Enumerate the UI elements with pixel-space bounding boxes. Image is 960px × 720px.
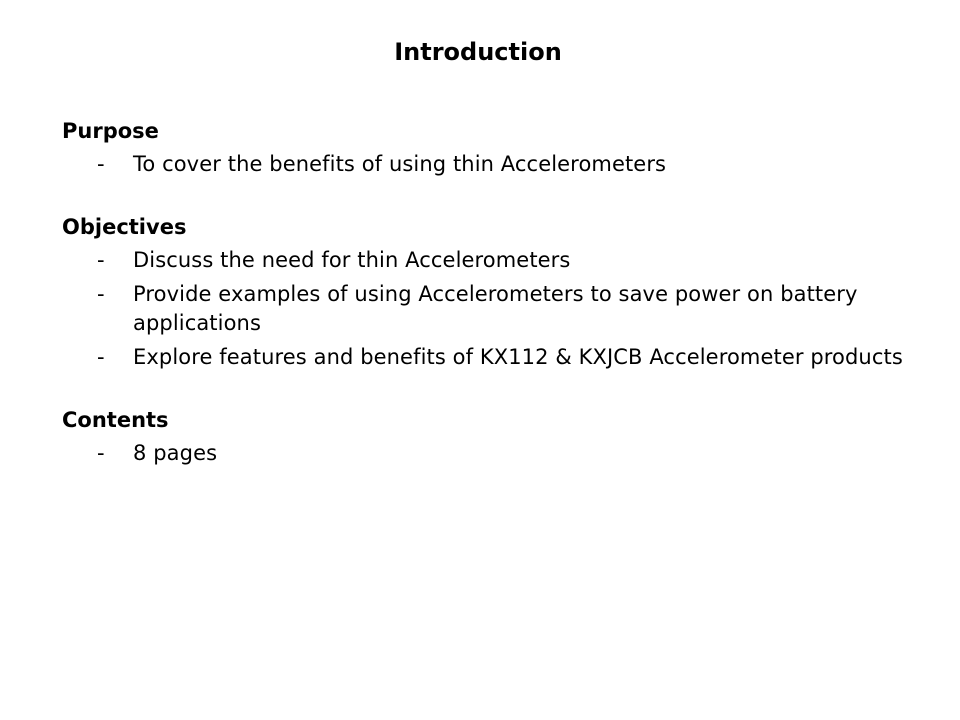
section-purpose <box>62 116 922 179</box>
bullet-item <box>62 439 922 468</box>
bullet-text: Discuss the need for thin Accelerometers <box>133 248 571 272</box>
bullet-text: Explore features and benefits of KX112 & KXJCB Accelerometer products <box>133 345 903 369</box>
bullet-text: 8 pages <box>133 441 218 465</box>
bullet-dash: - <box>97 282 105 306</box>
section-objectives <box>62 212 922 372</box>
bullet-text: Provide examples of using Accelerometers to save power on battery applications <box>133 282 858 335</box>
bullet-item <box>62 280 922 338</box>
bullet-dash: - <box>97 345 105 369</box>
slide-title: Introduction <box>394 38 562 66</box>
bullet-list <box>62 439 922 468</box>
bullet-item <box>62 343 922 372</box>
bullet-text: To cover the benefits of using thin Accelerometers <box>133 152 667 176</box>
section-contents <box>62 405 922 468</box>
bullet-dash: - <box>97 248 105 272</box>
bullet-list <box>62 150 922 179</box>
section-heading: Contents <box>62 408 169 432</box>
bullet-item <box>62 246 922 275</box>
section-heading: Purpose <box>62 119 159 143</box>
section-heading: Objectives <box>62 215 187 239</box>
bullet-item <box>62 150 922 179</box>
bullet-list <box>62 246 922 372</box>
slide-content <box>62 116 922 501</box>
bullet-dash: - <box>97 441 105 465</box>
bullet-dash: - <box>97 152 105 176</box>
